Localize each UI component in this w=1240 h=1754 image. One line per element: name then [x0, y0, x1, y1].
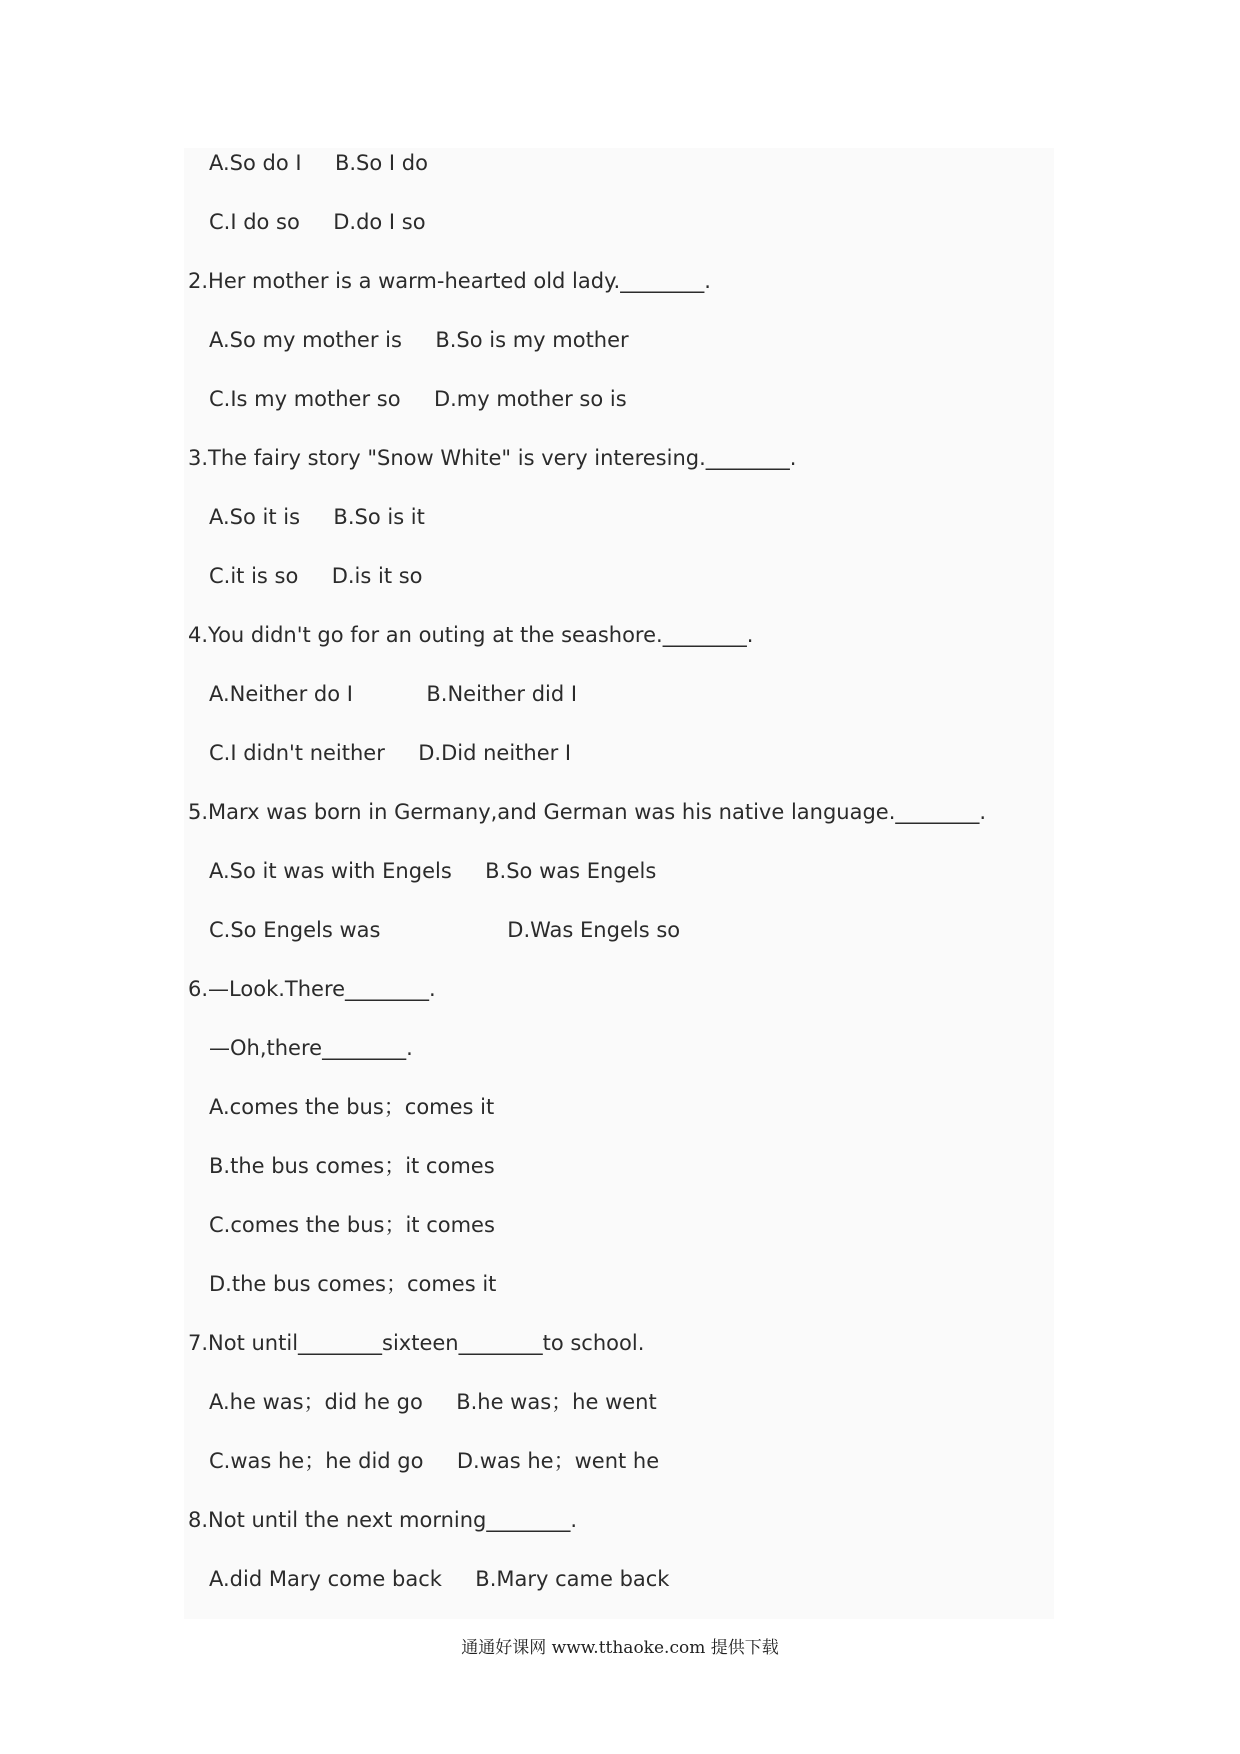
option-line: A.he was；did he go B.he was；he went: [209, 1390, 657, 1414]
option-line: C.comes the bus；it comes: [209, 1213, 495, 1237]
option-line: A.So it was with Engels B.So was Engels: [209, 859, 657, 883]
option-line: C.it is so D.is it so: [209, 564, 423, 588]
question-line: 6.—Look.There________.: [188, 977, 436, 1001]
option-line: —Oh,there________.: [209, 1036, 413, 1060]
option-line: D.the bus comes；comes it: [209, 1272, 497, 1296]
option-line: A.did Mary come back B.Mary came back: [209, 1567, 670, 1591]
option-line: A.So do I B.So I do: [209, 151, 428, 175]
option-line: C.Is my mother so D.my mother so is: [209, 387, 627, 411]
exercise-content: [184, 148, 1054, 1619]
question-line: 7.Not until________sixteen________to school.: [188, 1331, 645, 1355]
option-line: A.So my mother is B.So is my mother: [209, 328, 629, 352]
option-line: C.I do so D.do I so: [209, 210, 426, 234]
page-footer: 通通好课网 www.tthaoke.com 提供下载: [461, 1638, 779, 1658]
option-line: A.So it is B.So is it: [209, 505, 425, 529]
option-line: C.was he；he did go D.was he；went he: [209, 1449, 660, 1473]
option-line: B.the bus comes；it comes: [209, 1154, 495, 1178]
option-line: A.Neither do I B.Neither did I: [209, 682, 578, 706]
question-line: 5.Marx was born in Germany,and German was his native language.________.: [188, 800, 987, 824]
question-line: 4.You didn't go for an outing at the seashore.________.: [188, 623, 754, 647]
question-line: 3.The fairy story "Snow White" is very interesing.________.: [188, 446, 797, 470]
option-line: C.I didn't neither D.Did neither I: [209, 741, 572, 765]
question-line: 8.Not until the next morning________.: [188, 1508, 578, 1532]
option-line: A.comes the bus；comes it: [209, 1095, 495, 1119]
question-line: 2.Her mother is a warm-hearted old lady.________.: [188, 269, 711, 293]
option-line: C.So Engels was D.Was Engels so: [209, 918, 681, 942]
